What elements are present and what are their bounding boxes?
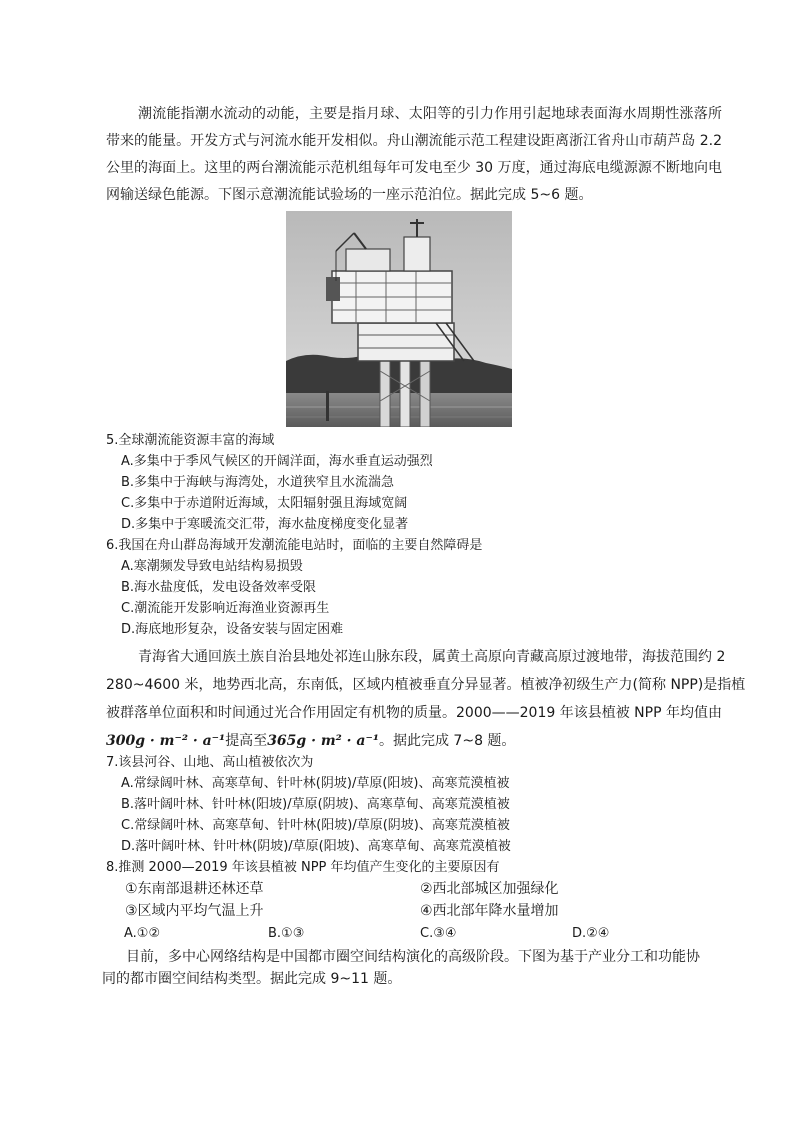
question-8-item-4: ④西北部年降水量增加 [420,903,559,919]
question-6-option-c: C.潮流能开发影响近海渔业资源再生 [121,601,330,616]
passage-metro-line-1: 目前，多中心网络结构是中国都市圈空间结构演化的高级阶段。下图为基于产业分工和功能协 [126,949,700,965]
question-6-option-d: D.海底地形复杂，设备安装与固定困难 [121,622,344,637]
question-8-stem: 8.推测 2000—2019 年该县植被 NPP 年均值产生变化的主要原因有 [106,860,500,875]
question-6-stem: 6.我国在舟山群岛海域开发潮流能电站时，面临的主要自然障碍是 [106,538,483,553]
question-7-option-d: D.落叶阔叶林、针叶林(阴坡)/草原(阳坡)、高寒草甸、高寒荒漠植被 [121,839,511,854]
question-5-option-c: C.多集中于赤道附近海域，太阳辐射强且海域宽阔 [121,496,408,511]
question-8-option-b: B.①③ [268,926,305,941]
tidal-platform-photo [286,211,512,427]
passage-datong-line-1: 青海省大通回族土族自治县地处祁连山脉东段，属黄土高原向青藏高原过渡地带，海拔范围约 2 [138,649,726,665]
question-5-stem: 5.全球潮流能资源丰富的海域 [106,433,275,448]
tidal-platform-image [286,211,512,427]
question-5-option-b: B.多集中于海峡与海湾处，水道狭窄且水流湍急 [121,475,395,490]
question-8-option-a: A.①② [124,926,161,941]
passage-datong-tail: 。据此完成 7~8 题。 [378,733,516,749]
question-8-item-3: ③区域内平均气温上升 [125,903,264,919]
npp-value-2000: 300g · m⁻² · a⁻¹ [106,733,226,749]
question-5-option-a: A.多集中于季风气候区的开阔洋面，海水垂直运动强烈 [121,454,433,469]
question-5-option-d: D.多集中于寒暖流交汇带，海水盐度梯度变化显著 [121,517,409,532]
question-7-option-a: A.常绿阔叶林、高寒草甸、针叶林(阴坡)/草原(阳坡)、高寒荒漠植被 [121,776,510,791]
passage-metro-line-2: 同的都市圈空间结构类型。据此完成 9~11 题。 [102,971,402,987]
question-8-item-2: ②西北部城区加强绿化 [420,881,559,897]
question-6-option-b: B.海水盐度低，发电设备效率受限 [121,580,317,595]
passage-datong-line-2: 280~4600 米，地势西北高，东南低，区域内植被垂直分异显著。植被净初级生产力(简称 NPP)是指植 [106,677,746,693]
question-8-option-c: C.③④ [420,926,457,941]
passage-datong-line-4 [106,731,515,752]
question-7-stem: 7.该县河谷、山地、高山植被依次为 [106,755,314,770]
question-7-option-c: C.常绿阔叶林、高寒草甸、针叶林(阳坡)/草原(阴坡)、高寒荒漠植被 [121,818,510,833]
question-8-item-1: ①东南部退耕还林还草 [125,881,264,897]
npp-value-2019: 365g · m² · a⁻¹ [267,733,379,749]
passage-datong-line-3: 被群落单位面积和时间通过光合作用固定有机物的质量。2000——2019 年该县植被 NPP 年均值由 [106,705,722,721]
passage-tidal-energy: 潮流能指潮水流动的动能，主要是指月球、太阳等的引力作用引起地球表面海水周期性涨落所带来的能量。开发方式与河流水能开发相似。舟山潮流能示范工程建设距离浙江省舟山市葫芦岛 2.2 公里的海面上。这里的两台潮流能示范机组每年可发电至少 30 万度，通过海底电缆源源不断地向电网输送绿色能源。下图示意潮流能试验场的一座示范泊位。据此完成 5~6 题。 [106,106,722,203]
question-6-option-a: A.寒潮频发导致电站结构易损毁 [121,559,303,574]
passage-datong-mid: 提高至 [225,733,268,749]
question-7-option-b: B.落叶阔叶林、针叶林(阳坡)/草原(阴坡)、高寒草甸、高寒荒漠植被 [121,797,510,812]
question-8-option-d: D.②④ [572,926,610,941]
